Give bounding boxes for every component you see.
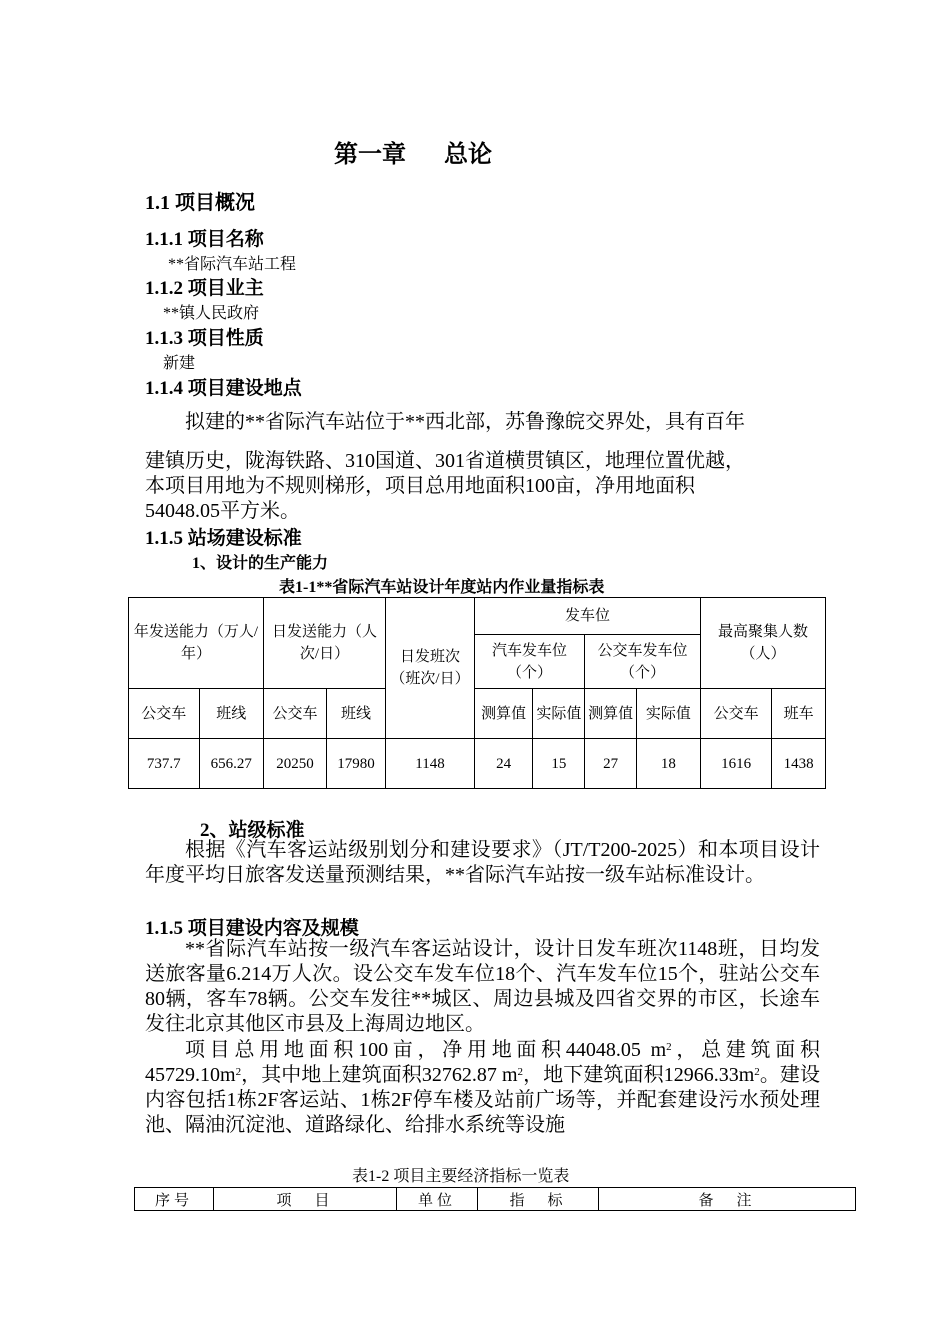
header-berth-label: 发车位 bbox=[475, 598, 700, 635]
workload-table bbox=[128, 597, 826, 789]
sub-actual: 实际值 bbox=[533, 689, 585, 739]
table-cell: 18 bbox=[636, 739, 700, 789]
table1-caption: 表1-1**省际汽车站设计年度站内作业量指标表 bbox=[279, 579, 605, 596]
sub-coach: 班车 bbox=[772, 689, 826, 739]
superscript: 2 bbox=[517, 1066, 524, 1078]
superscript: 2 bbox=[235, 1066, 242, 1078]
scale-text-2d: ，地下建筑面积12966.33m bbox=[523, 1064, 755, 1086]
header-transit-berth: 公交车发车位（个） bbox=[597, 642, 688, 681]
table-cell: 737.7 bbox=[129, 739, 200, 789]
section-1-1-5-title: 1.1.5 站场建设标准 bbox=[145, 528, 302, 549]
scale-text-1: **省际汽车站按一级汽车客运站设计，设计日发车班次1148班，日均发送旅客量6.214万人次。设公交车发车位18个、汽车发车位15个，驻站公交车80辆，客车78辆。公交车发往**城区、周边县城及四省交界的市区，长途车发往北京其他区市县及上海周边地区。 bbox=[145, 938, 820, 1035]
location-line-1: 拟建的**省际汽车站位于**西北部，苏鲁豫皖交界处，具有百年 bbox=[185, 411, 745, 433]
project-owner: **镇人民政府 bbox=[163, 305, 260, 322]
sub-transit-bus: 公交车 bbox=[129, 689, 200, 739]
scale-text-2 bbox=[145, 1038, 820, 1138]
location-line-2: 建镇历史，陇海铁路、310国道、301省道横贯镇区，地理位置优越， bbox=[145, 450, 745, 472]
table-cell: 24 bbox=[475, 739, 533, 789]
scale-paragraph-2 bbox=[145, 1038, 820, 1138]
table-cell: 1148 bbox=[386, 739, 475, 789]
table-cell: 27 bbox=[585, 739, 636, 789]
table2-header: 指 标 bbox=[478, 1188, 599, 1211]
header-berths bbox=[475, 598, 701, 689]
table2-caption: 表1-2 项目主要经济指标一览表 bbox=[352, 1168, 570, 1185]
section-1-1: 1.1 项目概况 bbox=[145, 192, 255, 214]
table-cell: 15 bbox=[533, 739, 585, 789]
sub-calculated: 测算值 bbox=[475, 689, 533, 739]
header-annual-capacity: 年发送能力（万人/年） bbox=[129, 598, 264, 689]
header-daily-runs: 日发班次（班次/日） bbox=[386, 598, 475, 739]
sub-line-bus-2: 班线 bbox=[327, 689, 386, 739]
sub-calculated-2: 测算值 bbox=[585, 689, 636, 739]
superscript: 2 bbox=[666, 1041, 672, 1053]
table-cell: 20250 bbox=[264, 739, 327, 789]
scale-text-2b: ，总建筑面积45729.10m bbox=[145, 1039, 821, 1086]
sub-actual-2: 实际值 bbox=[636, 689, 700, 739]
sub-line-bus: 班线 bbox=[199, 689, 263, 739]
scale-text-2c: ，其中地上建筑面积32762.87 m bbox=[241, 1064, 518, 1086]
station-level-paragraph bbox=[145, 838, 820, 888]
table2-header: 备 注 bbox=[599, 1188, 856, 1211]
section-scale-title: 1.1.5 项目建设内容及规模 bbox=[145, 918, 359, 939]
sub-transit-bus-3: 公交车 bbox=[701, 689, 772, 739]
table2-header: 单位 bbox=[397, 1188, 478, 1211]
header-bus-berth: 汽车发车位（个） bbox=[475, 635, 585, 688]
subsection-station-level: 2、站级标准 bbox=[200, 820, 305, 841]
chapter-name: 总论 bbox=[444, 142, 492, 168]
project-name: **省际汽车站工程 bbox=[168, 256, 297, 273]
section-1-1-2-title: 1.1.2 项目业主 bbox=[145, 278, 264, 299]
superscript: 2 bbox=[754, 1066, 760, 1078]
table2-header: 项 目 bbox=[214, 1188, 397, 1211]
table-cell: 1616 bbox=[701, 739, 772, 789]
project-nature: 新建 bbox=[163, 355, 196, 372]
section-1-1-4-title: 1.1.4 项目建设地点 bbox=[145, 378, 302, 399]
sub-transit-bus-2: 公交车 bbox=[264, 689, 327, 739]
location-line-4: 54048.05平方米。 bbox=[145, 500, 300, 522]
chapter-title bbox=[334, 134, 492, 169]
location-line-3: 本项目用地为不规则梯形，项目总用地面积100亩，净用地面积 bbox=[145, 475, 695, 497]
header-daily-capacity: 日发送能力（人次/日） bbox=[264, 598, 386, 689]
header-peak-crowd: 最高聚集人数（人） bbox=[701, 598, 826, 689]
scale-text-2a: 项目总用地面积100亩，净用地面积44048.05 m bbox=[185, 1039, 667, 1061]
table2-header: 序号 bbox=[135, 1188, 214, 1211]
scale-paragraph-1 bbox=[145, 937, 820, 1037]
subsection-capacity: 1、设计的生产能力 bbox=[192, 555, 329, 572]
table-cell: 656.27 bbox=[199, 739, 263, 789]
section-1-1-3-title: 1.1.3 项目性质 bbox=[145, 328, 264, 349]
section-1-1-1-title: 1.1.1 项目名称 bbox=[145, 229, 264, 250]
station-level-text: 根据《汽车客运站级别划分和建设要求》（JT/T200-2025）和本项目设计年度平均日旅客发送量预测结果，**省际汽车站按一级车站标准设计。 bbox=[145, 839, 820, 886]
table-cell: 1438 bbox=[772, 739, 826, 789]
scale-text-2e: 。建设内容包括1栋2F客运站、1栋2F停车楼及站前广场等，并配套建设污水预处理池、隔油沉淀池、道路绿化、给排水系统等设施 bbox=[145, 1064, 820, 1136]
table-cell: 17980 bbox=[327, 739, 386, 789]
chapter-number: 第一章 bbox=[334, 142, 406, 168]
economic-indicators-table bbox=[134, 1187, 856, 1211]
